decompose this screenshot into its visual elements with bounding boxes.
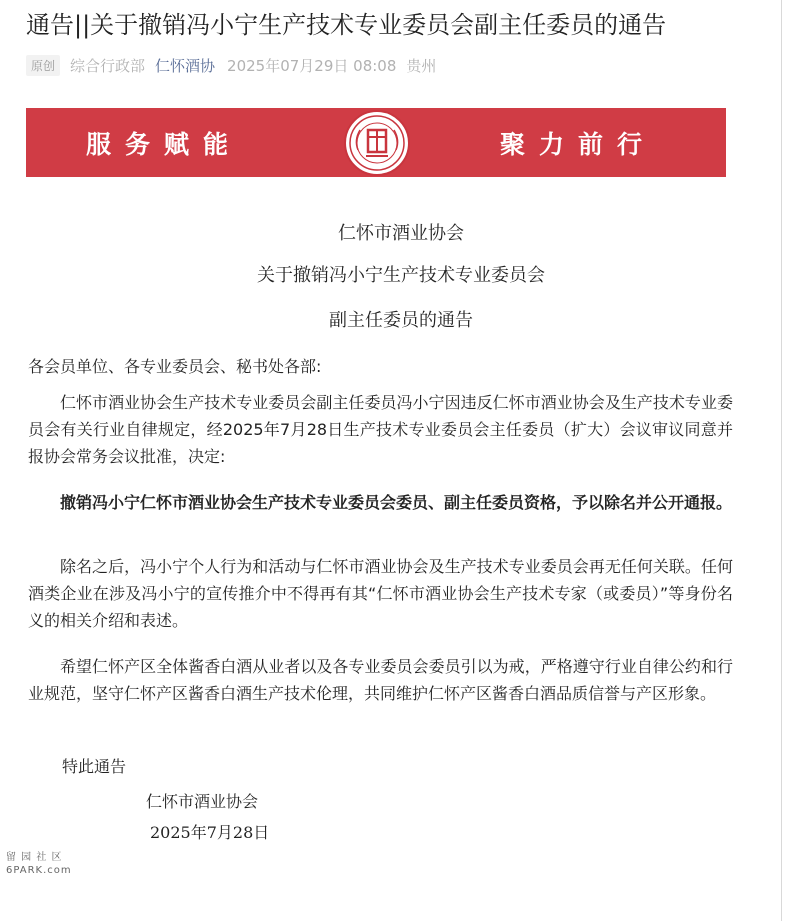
article-meta bbox=[26, 54, 436, 76]
paragraph-decision-basis: 仁怀市酒业协会生产技术专业委员会副主任委员冯小宁因违反仁怀市酒业协会及生产技术专业委员会有关行业自律规定，经2025年7月28日生产技术专业委员会主任委员（扩大）会议审议同意并报协会常务会议批准，决定: bbox=[28, 393, 733, 466]
author-department: 综合行政部 bbox=[70, 56, 146, 75]
page-border bbox=[781, 0, 782, 921]
banner-slogan-right: 聚力前行 bbox=[500, 130, 657, 159]
publish-datetime: 2025年07月29日 08:08 bbox=[227, 56, 397, 75]
association-seal-icon bbox=[344, 110, 410, 176]
watermark-line2: 6PARK.com bbox=[6, 865, 72, 876]
closing-note: 特此通告 bbox=[62, 757, 127, 776]
watermark-line1: 留 园 社 区 bbox=[6, 852, 63, 863]
header-banner-image bbox=[26, 108, 726, 177]
document-org-heading: 仁怀市酒业协会 bbox=[338, 223, 464, 244]
paragraph-warning: 希望仁怀产区全体酱香白酒从业者以及各专业委员会委员引以为戒，严格遵守行业自律公约和行业规范，坚守仁怀产区酱香白酒生产技术伦理，共同维护仁怀产区酱香白酒品质信誉与产区形象。 bbox=[28, 657, 733, 703]
signature-org: 仁怀市酒业协会 bbox=[146, 792, 259, 811]
account-name-link[interactable]: 仁怀酒协 bbox=[155, 56, 216, 75]
document-title-line1: 关于撤销冯小宁生产技术专业委员会 bbox=[257, 265, 545, 286]
site-watermark bbox=[6, 851, 72, 877]
banner-slogan-left: 服务赋能 bbox=[86, 130, 243, 159]
publish-location: 贵州 bbox=[406, 56, 437, 75]
paragraph-consequences: 除名之后，冯小宁个人行为和活动与仁怀市酒业协会及生产技术专业委员会再无任何关联。任何酒类企业在涉及冯小宁的宣传推介中不得再有其“仁怀市酒业协会生产技术专家（或委员）”等身份名义的相关介绍和表述。 bbox=[28, 557, 733, 630]
signature-date: 2025年7月28日 bbox=[150, 823, 270, 842]
original-badge: 原创 bbox=[26, 55, 60, 76]
paragraph-decision: 撤销冯小宁仁怀市酒业协会生产技术专业委员会委员、副主任委员资格，予以除名并公开通报。 bbox=[60, 493, 733, 512]
article-title: 通告||关于撤销冯小宁生产技术专业委员会副主任委员的通告 bbox=[26, 11, 667, 39]
document-salutation: 各会员单位、各专业委员会、秘书处各部: bbox=[28, 357, 322, 376]
document-title-line2: 副主任委员的通告 bbox=[329, 310, 473, 331]
